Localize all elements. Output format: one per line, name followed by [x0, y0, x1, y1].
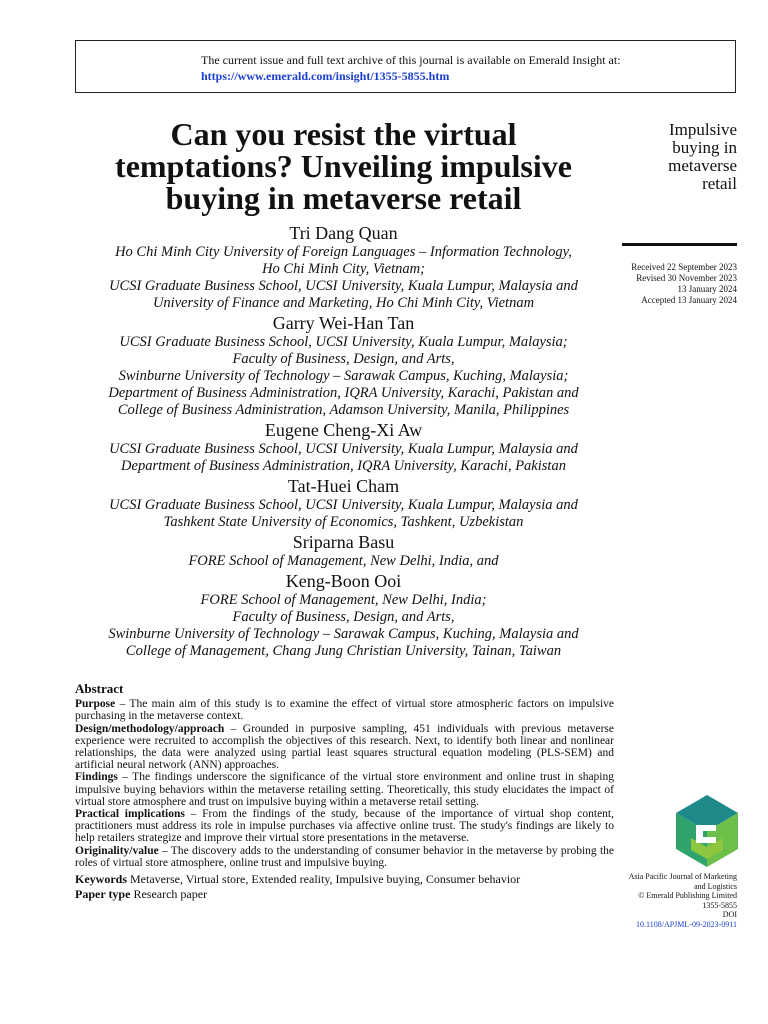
journal-name: Asia Pacific Journal of Marketing: [628, 872, 737, 881]
section-label: Practical implications: [75, 808, 185, 821]
affiliation-line: FORE School of Management, New Delhi, India, and: [188, 553, 499, 569]
author-affiliation: [70, 553, 617, 570]
author-affiliation: [70, 441, 617, 475]
author-block: [70, 222, 617, 312]
section-label: Design/methodology/approach: [75, 722, 225, 735]
author-affiliation: [70, 244, 617, 312]
affiliation-line: College of Business Administration, Adamson University, Manila, Philippines: [117, 402, 570, 418]
affiliation-line: Faculty of Business, Design, and Arts,: [232, 609, 455, 625]
submission-dates: [631, 262, 737, 306]
title-line: Can you resist the virtual: [170, 116, 517, 152]
article-title: [80, 118, 607, 214]
affiliation-line: UCSI Graduate Business School, UCSI University, Kuala Lumpur, Malaysia and: [109, 278, 578, 294]
author-affiliation: [70, 592, 617, 660]
affiliation-line: UCSI Graduate Business School, UCSI University, Kuala Lumpur, Malaysia and: [109, 441, 578, 457]
author-block: [70, 475, 617, 531]
section-text: – The main aim of this study is to examine the effect of virtual store atmospheric factors on impulsive purchasing in the metaverse context.: [75, 698, 614, 723]
abstract-practical-implications: [75, 808, 614, 845]
section-text: – Grounded in purposive sampling, 451 individuals with previous metaverse experience were recruited to accomplish the objectives of this research. Next, to identify both linear and nonlinear relationships, the data were analyzed using partial least squares structural equation modeling (PLS-SEM) and artificial neural network (ANN) approaches.: [75, 722, 614, 772]
author-name: Sriparna Basu: [292, 532, 395, 552]
archive-notice-box: [75, 40, 736, 93]
title-line: temptations? Unveiling impulsive: [115, 148, 572, 184]
running-title-line: metaverse: [668, 156, 737, 175]
running-title-line: Impulsive: [669, 120, 737, 139]
doi-line: [629, 910, 737, 929]
paper-type-line: [75, 887, 614, 902]
keywords-line: [75, 872, 614, 887]
issn: 1355-5855: [702, 900, 737, 910]
author-name: Garry Wei-Han Tan: [272, 313, 415, 333]
section-text: – The discovery adds to the understanding of consumer behavior in the metaverse by probing the roles of virtual store atmosphere, online trust and impulsive buying.: [75, 844, 614, 869]
abstract-section: [75, 683, 614, 902]
author-block: [70, 419, 617, 475]
paper-type-label: Paper type: [75, 887, 131, 902]
affiliation-line: UCSI Graduate Business School, UCSI University, Kuala Lumpur, Malaysia;: [119, 334, 568, 350]
running-title-line: retail: [702, 174, 737, 193]
abstract-findings: [75, 771, 614, 808]
affiliation-line: Ho Chi Minh City University of Foreign Languages – Information Technology,: [115, 244, 572, 260]
author-block: [70, 312, 617, 419]
affiliation-line: Swinburne University of Technology – Sarawak Campus, Kuching, Malaysia;: [118, 368, 569, 384]
affiliation-line: UCSI Graduate Business School, UCSI University, Kuala Lumpur, Malaysia and: [109, 497, 578, 513]
abstract-originality: [75, 845, 614, 869]
author-name: Tat-Huei Cham: [287, 476, 400, 496]
author-affiliation: [70, 497, 617, 531]
title-line: buying in metaverse retail: [165, 180, 522, 216]
revised-date-2: 13 January 2024: [677, 284, 737, 294]
abstract-purpose: [75, 698, 614, 722]
keywords-label: Keywords: [75, 872, 127, 887]
section-label: Originality/value: [75, 844, 159, 857]
author-name: Keng-Boon Ooi: [285, 571, 402, 591]
section-label: Findings: [75, 771, 118, 784]
journal-info: [629, 872, 737, 929]
affiliation-line: Ho Chi Minh City, Vietnam;: [262, 261, 425, 277]
author-name: Tri Dang Quan: [289, 223, 398, 243]
section-label: Purpose: [75, 698, 116, 711]
emerald-logo-icon: [676, 795, 738, 867]
running-title: [668, 121, 737, 193]
journal-url-link[interactable]: https://www.emerald.com/insight/1355-5855.htm: [201, 69, 450, 83]
accepted-date: Accepted 13 January 2024: [641, 295, 737, 305]
revised-date: Revised 30 November 2023: [636, 273, 737, 283]
author-block: [70, 570, 617, 660]
affiliation-line: Department of Business Administration, IQRA University, Karachi, Pakistan: [121, 458, 566, 474]
affiliation-line: Tashkent State University of Economics, Tashkent, Uzbekistan: [163, 514, 524, 530]
abstract-design: [75, 723, 614, 772]
affiliation-line: Department of Business Administration, IQRA University, Karachi, Pakistan and: [108, 385, 579, 401]
section-text: – From the findings of the study, because of the importance of virtual shop content, practitioners must address its role in impulse purchases via affective online trust. The study's findings are likely to help retailers strategize and improve their virtual store presentations in the metaverse.: [75, 808, 614, 845]
journal-name-cont: and Logistics: [694, 881, 737, 891]
affiliation-line: University of Finance and Marketing, Ho Chi Minh City, Vietnam: [152, 295, 535, 311]
received-date: Received 22 September 2023: [631, 262, 737, 272]
affiliation-line: College of Management, Chang Jung Christian University, Tainan, Taiwan: [125, 643, 562, 659]
archive-notice-text: The current issue and full text archive of this journal is available on Emerald Insight at:: [201, 53, 621, 67]
author-name: Eugene Cheng-Xi Aw: [264, 420, 423, 440]
author-block: [70, 531, 617, 570]
publisher-copyright: © Emerald Publishing Limited: [638, 891, 737, 900]
affiliation-line: Faculty of Business, Design, and Arts,: [232, 351, 455, 367]
affiliation-line: FORE School of Management, New Delhi, India;: [200, 592, 487, 608]
abstract-heading: Abstract: [75, 681, 124, 696]
author-affiliation: [70, 334, 617, 419]
author-list: [70, 222, 617, 660]
keywords-value: Metaverse, Virtual store, Extended reality, Impulsive buying, Consumer behavior: [130, 872, 521, 887]
running-title-line: buying in: [672, 138, 737, 157]
doi-label: DOI: [722, 910, 737, 919]
doi-link[interactable]: 10.1108/APJML-09-2023-0911: [636, 919, 737, 929]
sidebar-divider: [622, 243, 737, 246]
paper-type-value: Research paper: [133, 887, 208, 902]
affiliation-line: Swinburne University of Technology – Sarawak Campus, Kuching, Malaysia and: [108, 626, 579, 642]
section-text: – The findings underscore the significance of the virtual store environment and online trust in shaping impulsive buying behaviors within the metaverse retailing setting. Theoretically, this study elucidates the impact of virtual store atmosphere and trust on impulsive buying within a metaverse retail setting.: [75, 771, 614, 808]
